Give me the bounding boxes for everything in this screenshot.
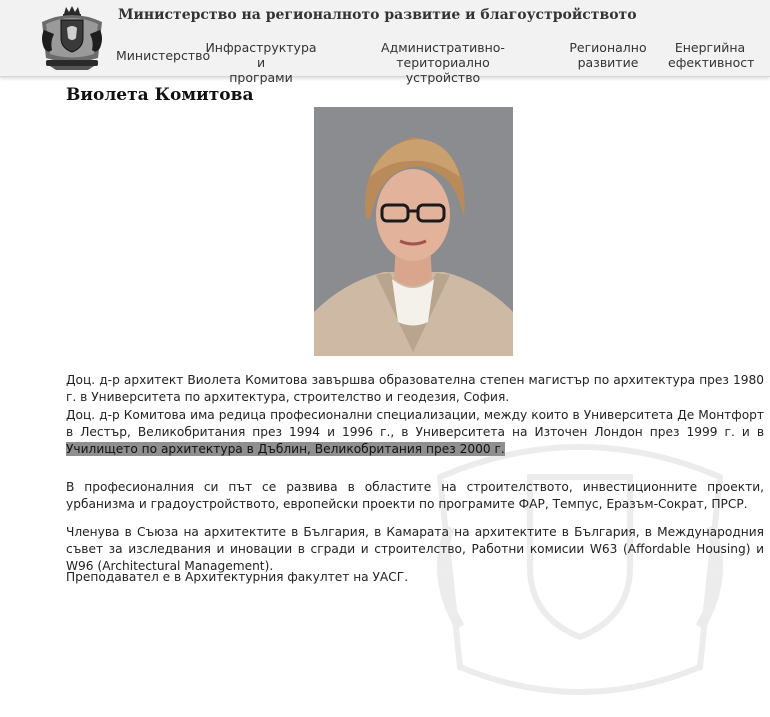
bio-paragraph-career: В професионалния си път се развива в областите на строителството, инвестиционните проекти, урбанизма и градоустройството, европейски проекти по програмите ФАР, Темпус, Еразъм-Сократ, ПРСР.: [66, 480, 764, 511]
nav-regional-development[interactable]: [566, 40, 650, 70]
nav-ministry[interactable]: [116, 48, 211, 63]
bio-paragraph-memberships: Членува в Съюза на архитектите в България, в Камарата на архитектите в България, в Международния съвет за изследвания и иновации в сгради и строителство, Работни комисии W63 (Affordable Housing) и W96 (Architectural Management).: [66, 525, 764, 573]
nav-label: Министерство: [116, 48, 211, 63]
nav-label: Енергийна: [674, 40, 746, 55]
nav-energy-efficiency[interactable]: [668, 40, 755, 70]
site-header: [0, 0, 770, 85]
nav-label: устройство: [405, 70, 481, 85]
coat-of-arms-logo[interactable]: [36, 4, 108, 70]
bio-paragraph-education: Доц. д-р архитект Виолета Комитова завършва образователна степен магистър по архитектура през 1980 г. в Университета по архитектура, строителство и геодезия, София.: [66, 373, 764, 404]
bio-text: Доц. д-р Комитова има редица професионални специализации, между които в Университета Де Монтфорт в Лестър, Великобритания през 1994 и 1996 г., в Университета на Източен Лондон през 1999 г. и в: [66, 408, 764, 439]
portrait-photo: [314, 107, 513, 356]
bio-paragraph-specializations: [66, 407, 764, 458]
nav-label: програми: [229, 70, 293, 85]
nav-label: развитие: [577, 55, 639, 70]
selected-text-highlight[interactable]: Училището по архитектура в Дъблин, Великобритания през 2000 г.: [66, 442, 505, 456]
nav-label: Регионално: [569, 40, 647, 55]
nav-label: Инфраструктура и: [205, 40, 317, 70]
nav-label: Административно-териториално: [381, 40, 505, 70]
ministry-title[interactable]: Министерство на регионалното развитие и благоустройството: [118, 7, 637, 23]
person-name: Виолета Комитова: [66, 85, 254, 105]
bio-paragraph-teaching: Преподавател е в Архитектурния факултет на УАСГ.: [66, 570, 409, 584]
main-content: [0, 77, 770, 589]
nav-label: ефективност: [668, 55, 755, 70]
